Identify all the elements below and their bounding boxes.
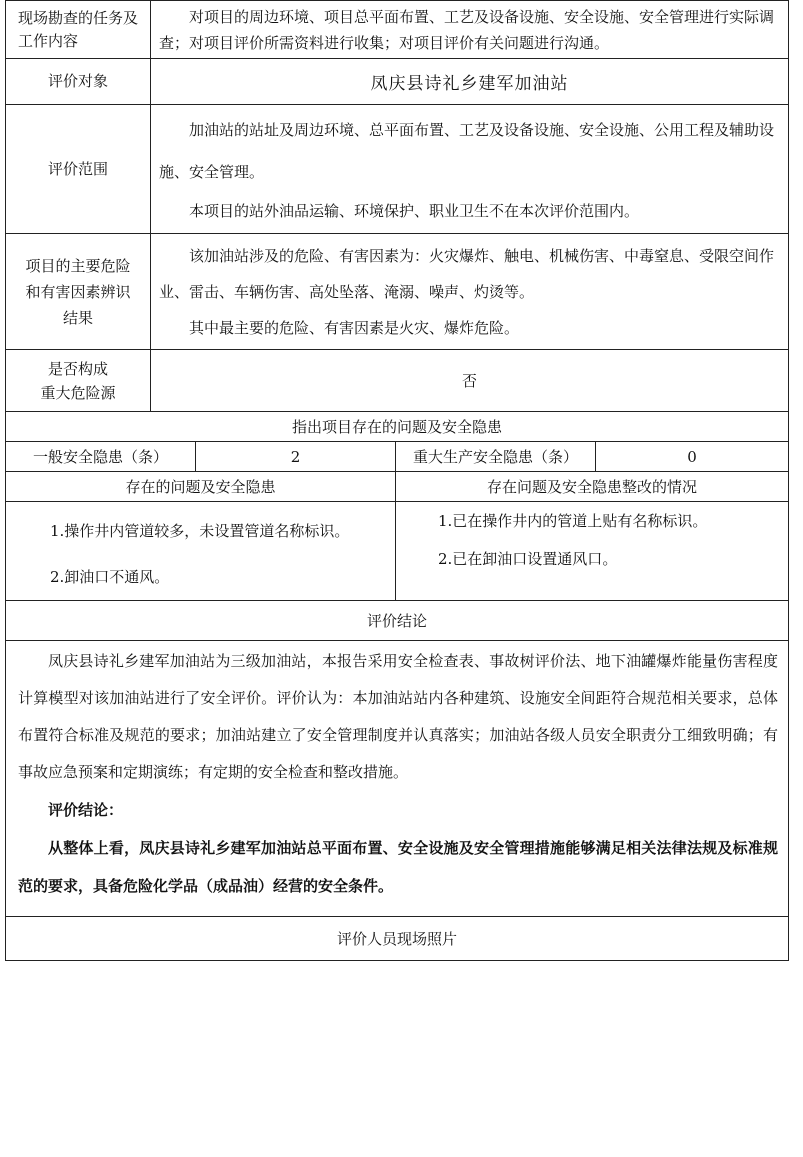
issue-item-1: 1.操作井内管道较多，未设置管道名称标识。 bbox=[50, 522, 350, 540]
object-row bbox=[6, 59, 789, 105]
scope-paragraph-2: 本项目的站外油品运输、环境保护、职业卫生不在本次评价范围内。 bbox=[189, 202, 640, 220]
issues-list-row bbox=[6, 502, 789, 601]
conclusion-sub-label: 评价结论： bbox=[48, 801, 124, 819]
major-value: 否 bbox=[151, 350, 789, 412]
scope-label: 评价范围 bbox=[6, 105, 151, 234]
issue-item-2: 2.卸油口不通风。 bbox=[50, 568, 170, 586]
issues-header-row bbox=[6, 412, 789, 442]
conclusion-header: 评价结论 bbox=[6, 601, 789, 641]
issues-column-right: 存在问题及安全隐患整改的情况 bbox=[396, 472, 789, 502]
issues-column-left: 存在的问题及安全隐患 bbox=[6, 472, 396, 502]
major-hazard-count: 0 bbox=[596, 442, 789, 472]
hazard-paragraph-2: 其中最主要的危险、有害因素是火灾、爆炸危险。 bbox=[189, 318, 520, 337]
issues-count-row bbox=[6, 442, 789, 472]
photos-row bbox=[6, 917, 789, 961]
fix-item-1: 1.已在操作井内的管道上贴有名称标识。 bbox=[438, 512, 708, 530]
object-label: 评价对象 bbox=[6, 59, 151, 105]
object-value: 凤庆县诗礼乡建军加油站 bbox=[151, 59, 789, 105]
scope-paragraph-1: 加油站的站址及周边环境、总平面布置、工艺及设备设施、安全设施、公用工程及辅助设施、安全管理。 bbox=[159, 121, 775, 181]
conclusion-body-row bbox=[6, 641, 789, 917]
hazard-row bbox=[6, 234, 789, 350]
major-hazard-label: 重大生产安全隐患（条） bbox=[396, 442, 596, 472]
general-hazard-count: 2 bbox=[196, 442, 396, 472]
survey-label: 现场勘查的任务及工作内容 bbox=[6, 1, 151, 59]
evaluation-table bbox=[5, 0, 789, 961]
conclusion-header-row bbox=[6, 601, 789, 641]
evaluation-document bbox=[5, 0, 788, 961]
major-label-line-1: 是否构成 bbox=[47, 359, 108, 378]
scope-row bbox=[6, 105, 789, 234]
hazard-paragraph-1: 该加油站涉及的危险、有害因素为：火灾爆炸、触电、机械伤害、中毒窒息、受限空间作业、雷击、车辆伤害、高处坠落、淹溺、噪声、灼烫等。 bbox=[159, 246, 775, 301]
conclusion-body: 凤庆县诗礼乡建军加油站为三级加油站，本报告采用安全检查表、事故树评价法、地下油罐爆炸能量伤害程度计算模型对该加油站进行了安全评价。评价认为：本加油站站内各种建筑、设施安全间距符合规范相关要求，总体布置符合标准及规范的要求；加油站建立了安全管理制度并认真落实；加油站各级人员安全职责分工细致明确；有事故应急预案和定期演练；有定期的安全检查和整改措施。 bbox=[18, 652, 779, 781]
photos-header: 评价人员现场照片 bbox=[6, 917, 789, 961]
issues-header: 指出项目存在的问题及安全隐患 bbox=[6, 412, 789, 442]
major-label-line-2: 重大危险源 bbox=[40, 383, 116, 402]
fix-item-2: 2.已在卸油口设置通风口。 bbox=[438, 550, 618, 568]
general-hazard-label: 一般安全隐患（条） bbox=[6, 442, 196, 472]
issues-columns-row bbox=[6, 472, 789, 502]
hazard-label: 项目的主要危险和有害因素辨识结果 bbox=[6, 234, 151, 350]
survey-row bbox=[6, 1, 789, 59]
major-hazard-row bbox=[6, 350, 789, 412]
conclusion-final: 从整体上看，凤庆县诗礼乡建军加油站总平面布置、安全设施及安全管理措施能够满足相关法律法规及标准规范的要求，具备危险化学品（成品油）经营的安全条件。 bbox=[18, 839, 779, 895]
survey-text: 对项目的周边环境、项目总平面布置、工艺及设备设施、安全设施、安全管理进行实际调查；对项目评价所需资料进行收集；对项目评价有关问题进行沟通。 bbox=[159, 7, 775, 52]
